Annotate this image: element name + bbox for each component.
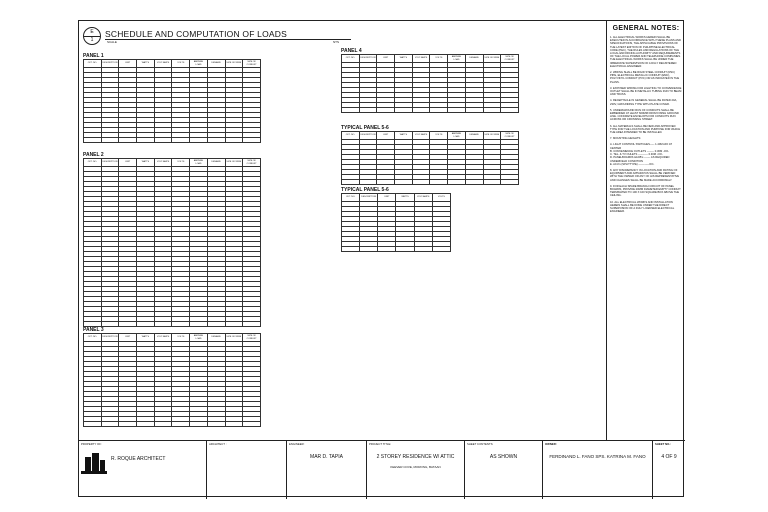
general-note-item: 8. ANY DISCREPANCY IN LOCATION AND RATING OF EQUIPMENT AND APPARATUS SHALL BE VERIFIED WITH THE OWNER OR ANY OF HIS REPRESENTATIVE AND CHANGES SHALL BE MADE ACCORDINGLY. xyxy=(610,168,680,182)
table-cell xyxy=(448,180,466,185)
table-row xyxy=(84,422,261,427)
column-header: DESCRIPTION xyxy=(359,132,377,140)
column-header: VOLT-AMPS xyxy=(414,194,432,202)
column-header: SIZE OF WIRE xyxy=(225,334,243,342)
engineer-name: MAR D. TAPIA xyxy=(310,454,343,460)
owner-name: FERDINAND L. FANO SPS. KATRINA M. FANO xyxy=(549,454,646,459)
table-cell xyxy=(412,108,430,113)
engineer-label: ENGINEER: xyxy=(289,442,305,446)
typical-panel-5-6-table-b xyxy=(341,193,451,252)
table-cell xyxy=(154,322,172,327)
column-header: UNIT xyxy=(377,55,395,63)
column-header: UNIT xyxy=(119,60,137,68)
panel-2-table xyxy=(83,158,261,327)
property-cell xyxy=(79,441,207,499)
table-row xyxy=(342,108,519,113)
table-row xyxy=(84,322,261,327)
column-header: SIZE OF WIRE xyxy=(225,60,243,68)
project-cell xyxy=(367,441,465,499)
panel-3-title: PANEL 3 xyxy=(83,327,104,333)
schedule-area xyxy=(79,21,607,440)
general-note-item: 10. ALL ELECTRICAL WORKS AND INSTALLATION HEREIN SHALL BE DONE UNDER THE DIRECT SUPERVISION OF A DULY LICENSED ELECTRICAL ENGINEER. xyxy=(610,200,675,214)
sheet-number-cell xyxy=(653,441,685,499)
column-header: VOLT-AMPS xyxy=(412,55,430,63)
column-header: VOLT-AMPS xyxy=(154,60,172,68)
table-cell xyxy=(465,180,483,185)
title-block xyxy=(79,440,685,498)
table-cell xyxy=(342,180,360,185)
owner-cell xyxy=(543,441,653,499)
table-cell xyxy=(154,138,172,143)
typical-panel-5-6-table-a xyxy=(341,131,519,185)
table-cell xyxy=(207,138,225,143)
column-header: UNIT xyxy=(119,159,137,167)
table-cell xyxy=(190,422,208,427)
panel-4-table xyxy=(341,54,519,113)
section-reference-bubble xyxy=(83,27,101,45)
column-header: DEMAND xyxy=(207,159,225,167)
project-location: KEEVER COVE, MORONG, BATAAN xyxy=(390,465,441,469)
nts-label: NTS xyxy=(333,40,339,44)
table-cell xyxy=(225,322,243,327)
column-header: CKT. NO. xyxy=(342,132,360,140)
sheet-number-label: SHEET NO.: xyxy=(655,442,672,446)
column-header: VOLT-AMPS xyxy=(154,159,172,167)
table-cell xyxy=(101,138,119,143)
general-note-item: 6. ALL MATERIALS SHALL BE NEW AND APPROVED TYPE FOR THE LOCATION AND PURPOSE FOR WHICH THE AREA INTENDED TO BE INSTALLED. xyxy=(610,124,681,135)
column-header: WATTS xyxy=(396,194,414,202)
panel-2-title: PANEL 2 xyxy=(83,152,104,158)
column-header: SIZE OF WIRE xyxy=(483,55,501,63)
table-cell xyxy=(119,422,137,427)
table-cell xyxy=(414,247,432,252)
reference-number: 1 xyxy=(90,37,94,43)
column-header: VOLTS xyxy=(430,55,448,63)
table-cell xyxy=(84,422,102,427)
typical-panel-5-6-title-b: TYPICAL PANEL 5-6 xyxy=(341,187,389,193)
column-header: CKT. NO. xyxy=(342,194,360,202)
general-note-item: 5. UNDERGROUND RUN OF CONDUITS SHALL BE EMBEDDED AT LEAST 600MM FROM FINISH GROUND LINE. CONCRETE ENVELOPS FOR CONDUITS RUN ACROSS OR CROSSING STREET. xyxy=(610,108,679,122)
table-cell xyxy=(154,422,172,427)
column-header: SIZE OF WIRE xyxy=(483,132,501,140)
table-cell xyxy=(137,138,155,143)
column-header: VOLTS xyxy=(172,60,190,68)
project-name: 2 STOREY RESIDENCE W/ ATTIC xyxy=(376,454,455,460)
column-header: WATTS xyxy=(395,132,413,140)
column-header: SIZE OF WIRE xyxy=(225,159,243,167)
column-header: UNIT xyxy=(377,132,395,140)
column-header: WATTS xyxy=(137,60,155,68)
column-header: VOLT-AMPS xyxy=(154,334,172,342)
table-cell xyxy=(430,108,448,113)
column-header: VOLTS xyxy=(430,132,448,140)
table-cell xyxy=(342,108,360,113)
general-notes xyxy=(607,21,685,440)
table-cell xyxy=(172,138,190,143)
table-cell xyxy=(501,108,519,113)
panel-4-title: PANEL 4 xyxy=(341,48,362,54)
column-header: DESCRIPTION xyxy=(360,194,378,202)
table-cell xyxy=(207,322,225,327)
table-cell xyxy=(243,322,261,327)
column-header: VOLT-AMPS xyxy=(412,132,430,140)
table-cell xyxy=(207,422,225,427)
table-row xyxy=(342,180,519,185)
architect-logo xyxy=(81,451,107,475)
column-header: SIZE OF CONDUIT xyxy=(501,132,519,140)
table-cell xyxy=(465,108,483,113)
table-cell xyxy=(432,247,450,252)
table-cell xyxy=(483,108,501,113)
column-header: SIZE OF CONDUIT xyxy=(243,159,261,167)
general-note-item: 1. ALL ELECTRICAL WORKS HEREIN SHALL BE EXECUTED IN ACCORDANCE WITH THESE PLANS AND SPECIFICATIONS, THE APPLICABLE PROVISIONS OF THE LATEST EDITION OF PHILIPPINE ELECTRICAL CODE (PEC), THE RULES AND REGULATIONS OF THE LOCAL ENFORCING AUTHORITY AND REQUIREMENTS OF THE LOCAL POWER AND TELEPHONE COMPANIES. THE ELECTRICAL WORKS SHALL BE UNDER THE IMMEDIATE SUPERVISION OF A DULY REGISTERED ELECTRICAL ENGINEER. xyxy=(610,36,681,68)
table-row xyxy=(84,138,261,143)
column-header: SIZE OF CONDUIT xyxy=(243,60,261,68)
table-cell xyxy=(119,322,137,327)
table-cell xyxy=(225,138,243,143)
table-cell xyxy=(359,180,377,185)
column-header: DESCRIPTION xyxy=(101,334,119,342)
general-note-item: 3. EXPOSED WIRING FOR LIGHTING TO CONVENIENCE OUTLET SHALL BE IN METALLIC TUBING RUN TO BEAM AND TRUSS. xyxy=(610,86,682,97)
column-header: DEMAND xyxy=(465,132,483,140)
panel-3-table xyxy=(83,333,261,427)
typical-panel-5-6-title-a: TYPICAL PANEL 5-6 xyxy=(341,125,389,131)
table-cell xyxy=(430,180,448,185)
column-header: CKT. NO. xyxy=(342,55,360,63)
architect-label: ARCHITECT : xyxy=(209,442,227,446)
table-cell xyxy=(378,247,396,252)
table-cell xyxy=(377,108,395,113)
reference-letter: E xyxy=(90,29,94,35)
column-header: AMPERE LOAD xyxy=(190,60,208,68)
sheet-contents-label: SHEET CONTENTS: xyxy=(467,442,494,446)
column-header: AMPERE LOAD xyxy=(190,334,208,342)
table-cell xyxy=(395,180,413,185)
scale-label: SCALE xyxy=(107,40,117,44)
project-label: PROJECT TITLE: xyxy=(369,442,392,446)
table-cell xyxy=(360,247,378,252)
table-cell xyxy=(243,422,261,427)
general-notes-list xyxy=(610,36,682,213)
table-row xyxy=(342,247,451,252)
table-cell xyxy=(172,322,190,327)
column-header: VOLTS xyxy=(432,194,450,202)
table-cell xyxy=(448,108,466,113)
panel-1-title: PANEL 1 xyxy=(83,53,104,59)
drawing-sheet xyxy=(78,20,684,497)
table-cell xyxy=(483,180,501,185)
column-header: VOLTS xyxy=(172,159,190,167)
scale-value: AS SHOWN xyxy=(489,454,518,460)
column-header: CKT. NO. xyxy=(84,159,102,167)
general-note-item: A. LIGHT CONTROL SWITCHES----- 1.40M AFF AT CENTER B. CONVENIENCE OUTLETS -------- 0.30M -OO- C. TEL. & TV OULETS ----------- 0.30M -OO- D. PANELBOARDS &ACB's ------- AS REQUIRED UNDERFIELD CONDITION E. ACU's (SPLITTYPE) ------------OO- xyxy=(610,143,673,166)
column-header: SIZE OF CONDUIT xyxy=(501,55,519,63)
column-header: DESCRIPTION xyxy=(101,60,119,68)
column-header: AMPERE LOAD xyxy=(448,55,466,63)
column-header: UNIT xyxy=(378,194,396,202)
table-cell xyxy=(101,322,119,327)
column-header: UNIT xyxy=(119,334,137,342)
panel-1-table xyxy=(83,59,261,143)
table-cell xyxy=(119,138,137,143)
general-note-item: 7. MOUNTING HEIGHTS: xyxy=(610,137,642,141)
owner-label: OWNER: xyxy=(545,442,557,446)
table-cell xyxy=(396,247,414,252)
column-header: VOLTS xyxy=(172,334,190,342)
table-cell xyxy=(137,422,155,427)
table-cell xyxy=(377,180,395,185)
sheet-contents-cell xyxy=(465,441,543,499)
table-cell xyxy=(501,180,519,185)
table-cell xyxy=(172,422,190,427)
table-cell xyxy=(342,247,360,252)
column-header: AMPERE LOAD xyxy=(190,159,208,167)
table-cell xyxy=(225,422,243,427)
column-header: WATTS xyxy=(395,55,413,63)
property-label: PROPERTY OF: xyxy=(81,442,102,446)
column-header: DESCRIPTION xyxy=(101,159,119,167)
column-header: WATTS xyxy=(137,159,155,167)
column-header: CKT. NO. xyxy=(84,334,102,342)
architect-firm-name: R. ROQUE ARCHITECT xyxy=(111,456,166,462)
column-header: CKT. NO. xyxy=(84,60,102,68)
column-header: DEMAND xyxy=(207,60,225,68)
table-cell xyxy=(101,422,119,427)
column-header: WATTS xyxy=(137,334,155,342)
table-cell xyxy=(190,322,208,327)
table-cell xyxy=(84,322,102,327)
schedule-title: SCHEDULE AND COMPUTATION OF LOADS xyxy=(105,29,287,39)
table-cell xyxy=(190,138,208,143)
column-header: DEMAND xyxy=(207,334,225,342)
architect-cell xyxy=(207,441,287,499)
general-note-item: 9. FOR EACH SPARE BRANCH CIRCUIT OF PANEL BOARDS, PROVIDE 20MM DIAMETER EMPTY CONDUIT TERMINATED TO 100 X 100 SQUARE BOX ABOVE THE CEILING. xyxy=(610,184,681,198)
table-cell xyxy=(137,322,155,327)
general-notes-title: GENERAL NOTES: xyxy=(612,25,680,32)
table-cell xyxy=(84,138,102,143)
sheet-number: 4 OF 9 xyxy=(661,454,677,460)
schedule-header xyxy=(83,27,353,45)
general-note-item: 2. WIRING SHALL BE RIGID STEEL CONDUIT (RSC) PIPE, ELECTRICAL METALLIC CONDUIT (EMC), POLYVINYL CONDUIT (PVC) OR AS INDICATED IN THE PLANS. xyxy=(610,71,680,84)
column-header: SIZE OF CONDUIT xyxy=(243,334,261,342)
column-header: DEMAND xyxy=(465,55,483,63)
column-header: DESCRIPTION xyxy=(359,55,377,63)
table-cell xyxy=(412,180,430,185)
table-cell xyxy=(243,138,261,143)
column-header: AMPERE LOAD xyxy=(448,132,466,140)
engineer-cell xyxy=(287,441,367,499)
general-note-item: 4. RECEPTACLE IN GENERAL SHALL BE RATED 20A, 230V, GROUNDING TYPE WITH PLATE COVER. xyxy=(610,99,678,106)
table-cell xyxy=(359,108,377,113)
table-cell xyxy=(395,108,413,113)
